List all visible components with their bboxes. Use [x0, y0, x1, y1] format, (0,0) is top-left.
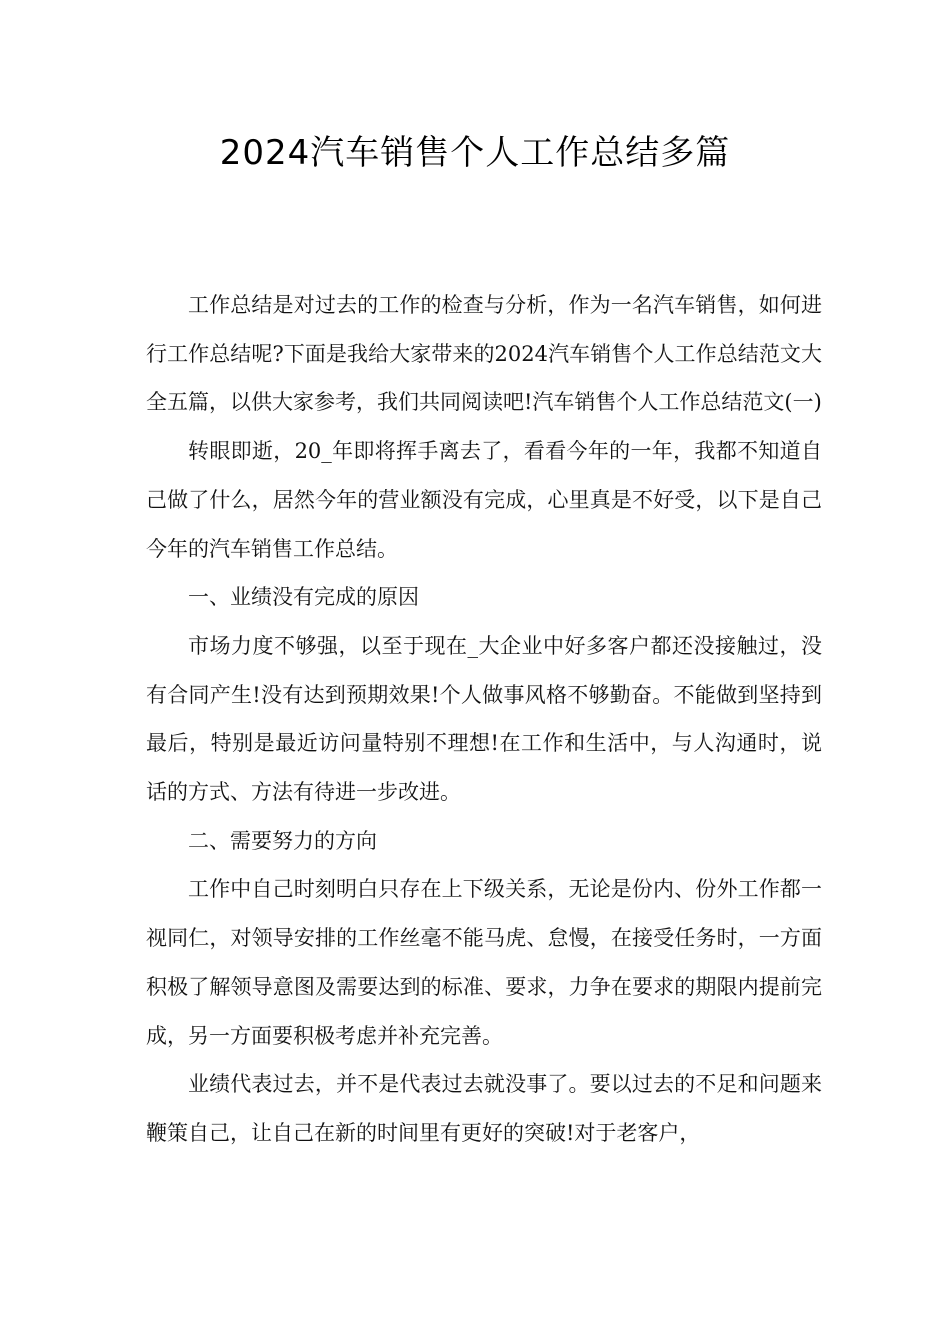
paragraph-opening: 转眼即逝，20_年即将挥手离去了，看看今年的一年，我都不知道自己做了什么，居然今年的营业额没有完成，心里真是不好受，以下是自己今年的汽车销售工作总结。	[146, 439, 822, 561]
paragraph-intro: 工作总结是对过去的工作的检查与分析，作为一名汽车销售，如何进行工作总结呢?下面是我给大家带来的2024汽车销售个人工作总结范文大全五篇，以供大家参考，我们共同阅读吧!汽车销售个人工作总结范文(一)	[146, 293, 822, 415]
section-heading-2: 二、需要努力的方向	[188, 828, 377, 853]
document-title: 2024汽车销售个人工作总结多篇	[219, 133, 731, 173]
paragraph-reasons: 市场力度不够强，以至于现在_大企业中好多客户都还没接触过，没有合同产生!没有达到预期效果!个人做事风格不够勤奋。不能做到坚持到最后，特别是最近访问量特别不理想!在工作和生活中，与人沟通时，说话的方式、方法有待进一步改进。	[146, 633, 822, 805]
section-heading-1: 一、业绩没有完成的原因	[188, 585, 419, 610]
document-body	[146, 281, 822, 1158]
paragraph-direction: 工作中自己时刻明白只存在上下级关系，无论是份内、份外工作都一视同仁，对领导安排的工作丝毫不能马虎、怠慢，在接受任务时，一方面积极了解领导意图及需要达到的标准、要求，力争在要求的期限内提前完成，另一方面要积极考虑并补充完善。	[146, 877, 822, 1048]
paragraph-performance: 业绩代表过去，并不是代表过去就没事了。要以过去的不足和问题来鞭策自己，让自己在新的时间里有更好的突破!对于老客户，	[146, 1072, 822, 1145]
